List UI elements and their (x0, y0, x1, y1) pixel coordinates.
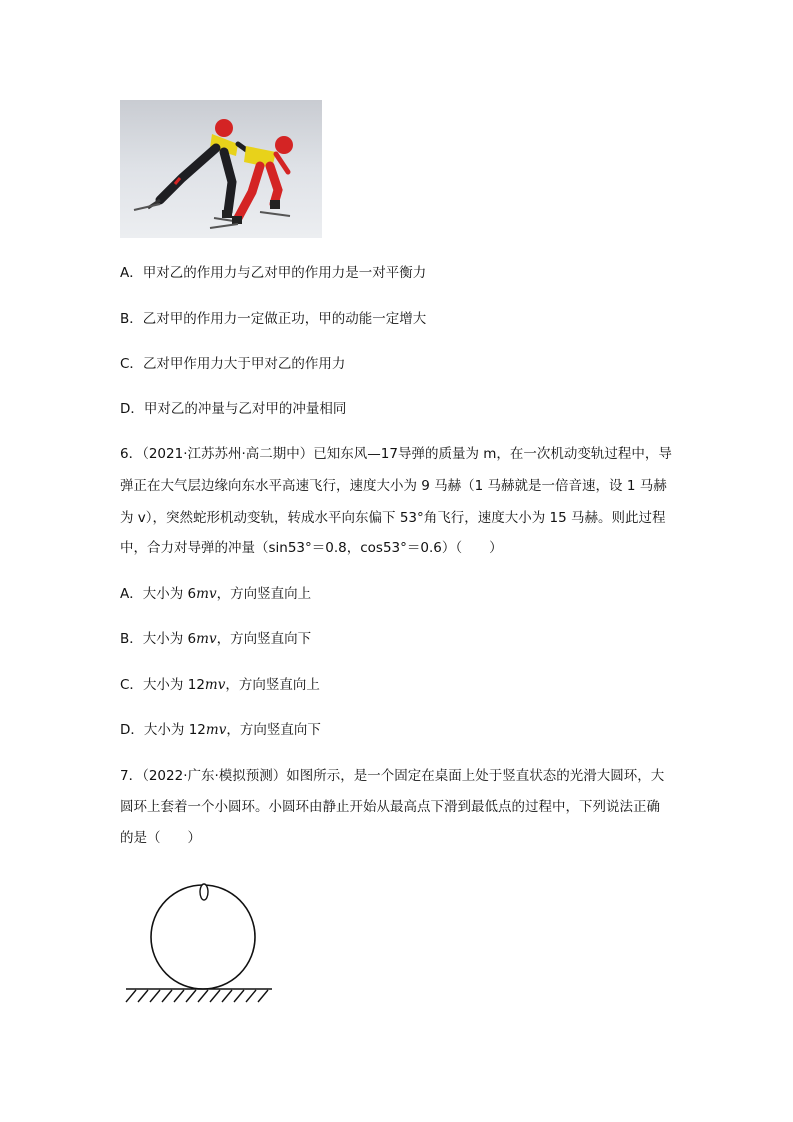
q6-option-b (120, 629, 311, 649)
small-ring (200, 884, 208, 900)
big-ring (151, 885, 255, 989)
ring-diagram (122, 880, 282, 1006)
option-variable: mv (204, 677, 226, 693)
q6-stem-line-1: 6．（2021·江苏苏州·高二期中）已知东风—17导弹的质量为 m，在一次机动变轨过程中，导 (120, 446, 672, 462)
option-variable: mv (205, 722, 227, 738)
q6-option-c (120, 675, 320, 695)
option-text: ，方向竖直向下 (216, 631, 312, 647)
option-text: 大小为 12 (143, 722, 206, 738)
option-text: 甲对乙的作用力与乙对甲的作用力是一对平衡力 (142, 265, 427, 281)
option-text: 乙对甲作用力大于甲对乙的作用力 (142, 356, 346, 372)
option-text: 大小为 12 (142, 677, 205, 693)
q6-stem-line-3: 为 v），突然蛇形机动变轨，转成水平向东偏下 53°角飞行，速度大小为 15 马赫。则此过程 (120, 510, 666, 526)
q5-option-d (120, 399, 346, 419)
option-label: A． (120, 265, 143, 281)
q5-option-b (120, 309, 426, 329)
option-label: B． (120, 311, 143, 327)
option-label: C． (120, 356, 143, 372)
q6-stem-line-4: 中，合力对导弹的冲量（sin53°＝0.8，cos53°＝0.6）（ ） (120, 540, 503, 556)
q5-option-c (120, 354, 345, 374)
option-text: 大小为 6 (142, 586, 197, 602)
q6-stem-line-2: 弹正在大气层边缘向东水平高速飞行，速度大小为 9 马赫（1 马赫就是一倍音速，设 1 马赫 (120, 478, 667, 494)
option-label: B． (120, 631, 143, 647)
q6-option-d (120, 720, 321, 740)
option-label: D． (120, 722, 144, 738)
q6-option-a (120, 584, 311, 604)
q7-stem-line-3: 的是（ ） (120, 830, 201, 846)
option-variable: mv (196, 586, 217, 602)
table-hatching (126, 990, 268, 1002)
option-text: ，方向竖直向上 (216, 586, 312, 602)
option-label: C． (120, 677, 143, 693)
option-label: D． (120, 401, 144, 417)
q7-stem-line-1: 7．（2022·广东·模拟预测）如图所示，是一个固定在桌面上处于竖直状态的光滑大圆环，大 (120, 768, 665, 784)
option-text: 大小为 6 (142, 631, 197, 647)
option-text: ，方向竖直向上 (225, 677, 320, 693)
q7-stem-line-2: 圆环上套着一个小圆环。小圆环由静止开始从最高点下滑到最低点的过程中，下列说法正确 (120, 799, 660, 815)
skaters-photo (120, 100, 322, 238)
option-variable: mv (196, 631, 217, 647)
option-label: A． (120, 586, 143, 602)
option-text: ，方向竖直向下 (226, 722, 321, 738)
q5-option-a (120, 263, 426, 283)
option-text: 甲对乙的冲量与乙对甲的冲量相同 (143, 401, 347, 417)
option-text: 乙对甲的作用力一定做正功，甲的动能一定增大 (142, 311, 427, 327)
